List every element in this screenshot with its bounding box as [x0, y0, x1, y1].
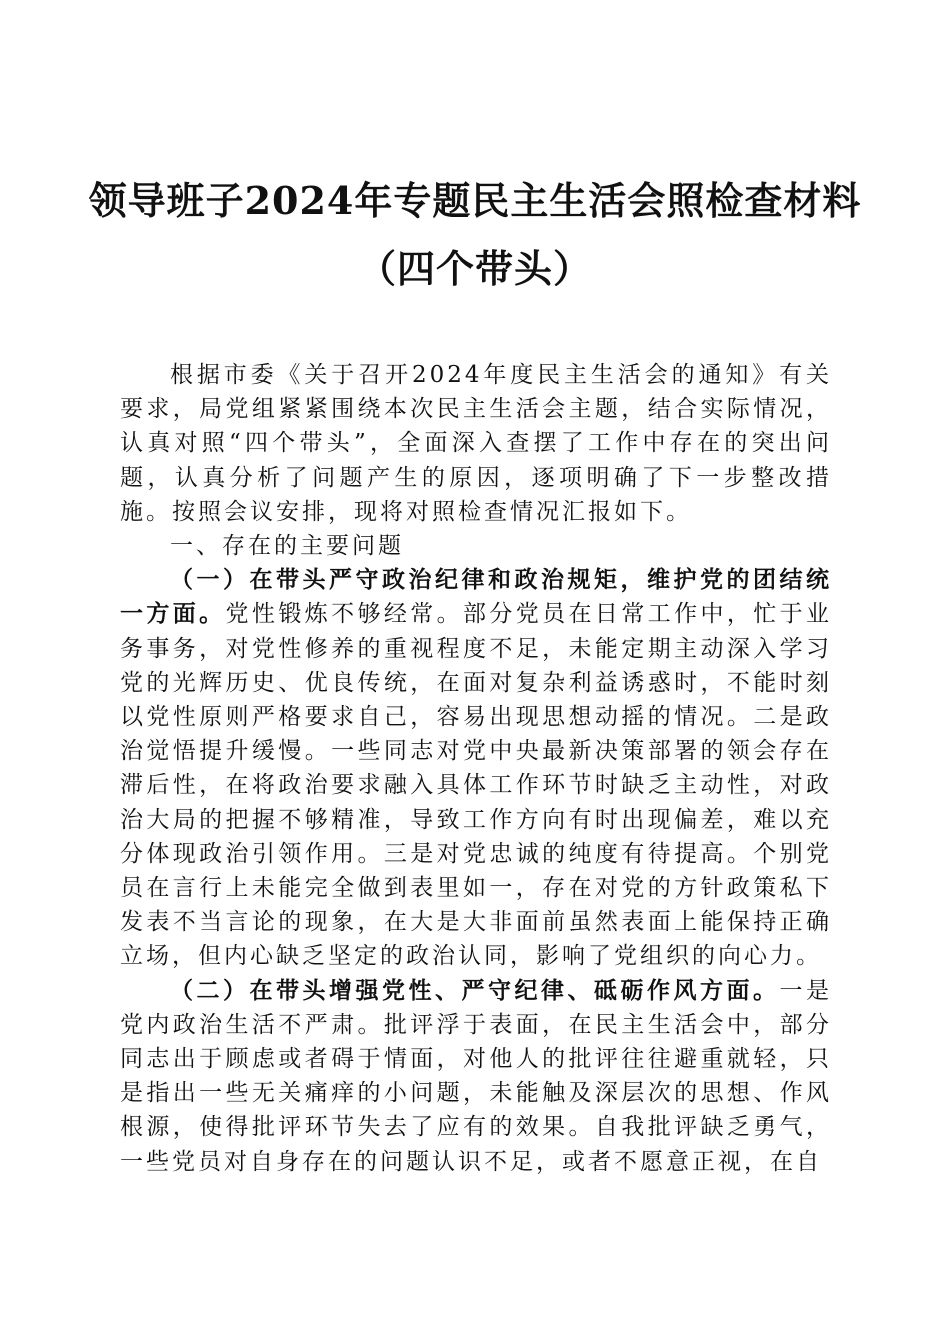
- document-body: [120, 358, 832, 1179]
- item-2-paragraph: [120, 974, 832, 1179]
- item-1-body: 党性锻炼不够经常。部分党员在日常工作中，忙于业务事务，对党性修养的重视程度不足，未能定期主动深入学习党的光辉历史、优良传统，在面对复杂利益诱惑时，不能时刻以党性原则严格要求自己，容易出现思想动摇的情况。二是政治觉悟提升缓慢。一些同志对党中央最新决策部署的领会存在滞后性，在将政治要求融入具体工作环节时缺乏主动性，对政治大局的把握不够精准，导致工作方向有时出现偏差，难以充分体现政治引领作用。三是对党忠诚的纯度有待提高。个别党员在言行上未能完全做到表里如一，存在对党的方针政策私下发表不当言论的现象，在大是大非面前虽然表面上能保持正确立场，但内心缺乏坚定的政治认同，影响了党组织的向心力。: [120, 601, 833, 970]
- item-1-heading: （一）在带头严守政治纪律和政治规矩，维护党的团结统一方面。: [120, 566, 832, 628]
- item-1-paragraph: [120, 563, 832, 973]
- section-heading: 一、存在的主要问题: [170, 533, 404, 560]
- intro-paragraph: 根据市委《关于召开2024年度民主生活会的通知》有关要求，局党组紧紧围绕本次民主生活会主题，结合实际情况，认真对照“四个带头”，全面深入查摆了工作中存在的突出问题，认真分析了问题产生的原因，逐项明确了下一步整改措施。按照会议安排，现将对照检查情况汇报如下。: [120, 362, 832, 525]
- document-subtitle: （四个带头）: [357, 246, 592, 291]
- item-2-body: 一是党内政治生活不严肃。批评浮于表面，在民主生活会中，部分同志出于顾虑或者碍于情面，对他人的批评往往避重就轻，只是指出一些无关痛痒的小问题，未能触及深层次的思想、作风根源，使得批评环节失去了应有的效果。自我批评缺乏勇气，一些党员对自身存在的问题认识不足，或者不愿意正视，在自: [120, 977, 832, 1175]
- item-2-heading: （二）在带头增强党性、严守纪律、砥砺作风方面。: [170, 976, 780, 1004]
- document-title: 领导班子2024年专题民主生活会照检查材料: [88, 178, 862, 223]
